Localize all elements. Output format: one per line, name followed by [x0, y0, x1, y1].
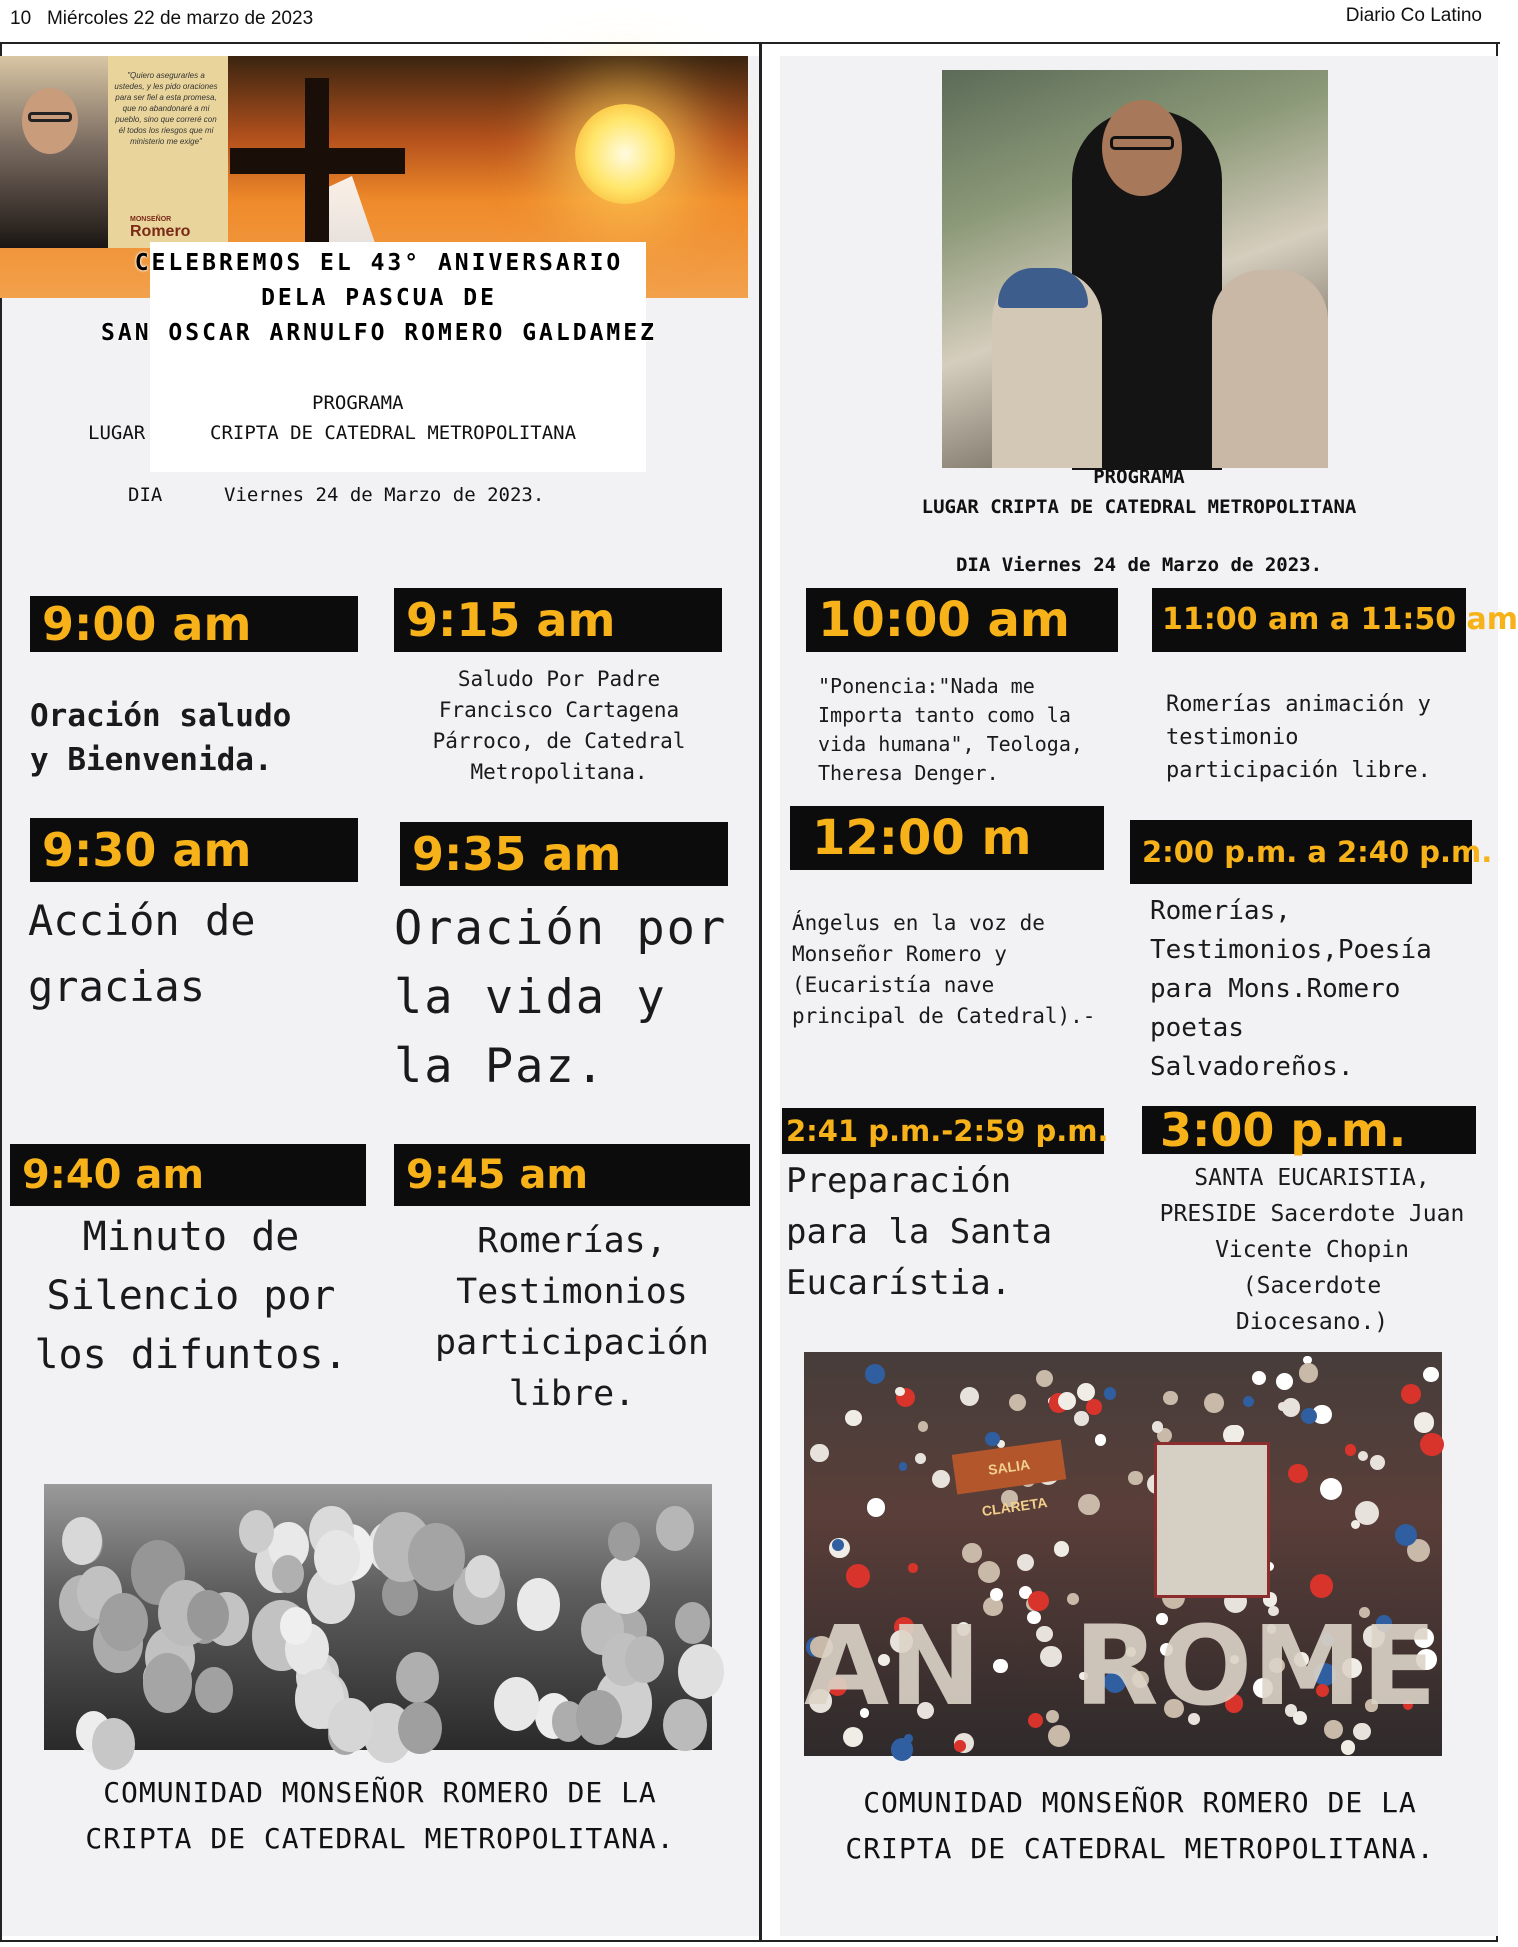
event-desc-line: Vicente Chopin — [1215, 1237, 1409, 1263]
left-caption — [20, 1770, 740, 1862]
crowd-balloon — [1163, 1391, 1177, 1405]
romero-logo — [130, 216, 190, 241]
event-desc-line: la vida y — [394, 970, 667, 1025]
crowd-balloon — [1086, 1399, 1101, 1414]
event-desc-line: gracias — [28, 962, 206, 1011]
crowd-balloon — [1414, 1412, 1434, 1432]
event-desc-line: los difuntos. — [34, 1332, 348, 1378]
event-desc-7 — [818, 672, 1083, 788]
crowd-balloon — [918, 1421, 928, 1431]
event-time-5: 9:40 am — [10, 1144, 366, 1206]
event-desc-line: participación libre. — [1166, 758, 1431, 783]
logo-text: Romero — [130, 223, 191, 240]
event-desc-line: poetas — [1150, 1013, 1244, 1043]
event-desc-line: Salvadoreños. — [1150, 1052, 1354, 1082]
community-photo-bw — [44, 1484, 712, 1750]
photo-girl — [1212, 270, 1328, 468]
event-desc-line: testimonio — [1166, 725, 1299, 750]
event-desc-line: para la Santa — [786, 1212, 1053, 1252]
crowd-face — [314, 1530, 360, 1585]
event-desc-line: Ángelus en la voz de — [792, 911, 1045, 935]
crowd-balloon — [915, 1453, 926, 1464]
crowd-balloon — [1278, 1402, 1287, 1411]
crowd-face — [465, 1555, 501, 1598]
romero-quote-card — [0, 56, 228, 248]
crowd-face — [143, 1653, 193, 1713]
event-time-10: 2:00 p.m. a 2:40 p.m. — [1130, 820, 1472, 884]
crowd-balloon — [1299, 1363, 1319, 1383]
crowd-balloon — [932, 1470, 950, 1488]
crowd-balloon — [1276, 1373, 1293, 1390]
title-line-1: CELEBREMOS EL 43° ANIVERSARIO — [134, 250, 624, 276]
right-dia: DIA Viernes 24 de Marzo de 2023. — [955, 554, 1323, 576]
crowd-balloon — [1320, 1478, 1342, 1500]
crowd-balloon — [985, 1432, 999, 1446]
crowd-balloon — [1341, 1740, 1356, 1755]
crowd-face — [678, 1644, 724, 1700]
crowd-face — [601, 1555, 651, 1615]
right-programa-heading: PROGRAMA — [1093, 466, 1185, 488]
event-desc-line: la Paz. — [394, 1039, 607, 1094]
event-time-1: 9:00 am — [30, 596, 358, 652]
crowd-face — [675, 1602, 710, 1644]
crowd-face — [187, 1590, 229, 1641]
event-desc-line: Francisco Cartagena — [438, 698, 680, 722]
event-desc-line: Saludo Por Padre — [457, 667, 661, 691]
event-time-4: 9:35 am — [400, 822, 728, 886]
romero-with-children-photo — [942, 70, 1328, 468]
event-desc-3 — [28, 888, 256, 1020]
lugar-value: CRIPTA DE CATEDRAL METROPOLITANA — [210, 422, 577, 444]
event-desc-line: Oración por — [394, 901, 728, 956]
event-desc-1 — [30, 694, 291, 782]
lugar-label: LUGAR — [88, 422, 146, 444]
event-desc-line: Oración saludo — [30, 698, 292, 734]
crowd-balloon — [1027, 1611, 1040, 1624]
crowd-balloon — [960, 1387, 979, 1406]
crowd-balloon — [1036, 1370, 1053, 1387]
event-desc-6 — [394, 1216, 750, 1420]
crowd-balloon — [899, 1462, 908, 1471]
crowd-balloon — [1054, 1541, 1069, 1556]
logo-small-text: MONSEÑOR — [130, 216, 172, 223]
crowd-balloon — [1420, 1433, 1444, 1457]
event-desc-line: Theresa Denger. — [818, 761, 999, 785]
crowd-balloon — [1345, 1444, 1357, 1456]
pilgrimage-crowd-photo — [804, 1352, 1442, 1756]
event-desc-line: Eucarístia. — [786, 1263, 1012, 1303]
event-desc-line: vida humana", Teologa, — [818, 732, 1083, 756]
crowd-balloon — [1078, 1494, 1100, 1516]
crowd-balloon — [1048, 1725, 1070, 1747]
crowd-face — [62, 1517, 102, 1565]
event-desc-line: Romerías, — [477, 1221, 667, 1261]
crowd-balloon — [1370, 1455, 1385, 1470]
event-time-7: 10:00 am — [806, 588, 1118, 652]
event-desc-line: (Sacerdote — [1242, 1273, 1382, 1299]
portrait-glasses — [28, 112, 72, 122]
crowd-balloon — [978, 1561, 1000, 1583]
crowd-balloon — [1243, 1396, 1254, 1407]
page-header — [0, 0, 1500, 44]
crowd-balloon — [1095, 1434, 1106, 1445]
event-desc-line: Romerías animación y — [1166, 692, 1431, 717]
event-desc-8 — [1166, 688, 1431, 787]
crowd-balloon — [1252, 1371, 1267, 1386]
romero-portrait-image — [0, 56, 108, 248]
crowd-balloon — [1355, 1501, 1379, 1525]
event-desc-12 — [1140, 1160, 1484, 1340]
crowd-face — [576, 1690, 622, 1745]
caption-line: COMUNIDAD MONSEÑOR ROMERO DE LA — [863, 1786, 1417, 1819]
romero-quote: "Quiero asegurarles a ustedes, y les pido oraciones para ser fiel a esta promesa, que no abandonaré a mi pueblo, sino que correré con él todos los riesgos que mi ministerio me exige" — [114, 71, 218, 146]
crowd-sign-rome: ROME — [1074, 1602, 1437, 1730]
right-caption — [782, 1780, 1498, 1872]
event-desc-line: Testimonios — [456, 1272, 688, 1312]
crowd-balloon — [895, 1387, 904, 1396]
crowd-face — [656, 1506, 694, 1552]
event-desc-line: para Mons.Romero — [1150, 974, 1401, 1004]
crowd-balloon — [1074, 1411, 1088, 1425]
event-desc-line: Romerías, — [1150, 896, 1291, 926]
cross-bar — [230, 148, 405, 174]
event-time-3: 9:30 am — [30, 818, 358, 882]
crowd-balloon — [865, 1364, 885, 1384]
crowd-face — [608, 1522, 640, 1561]
crowd-balloon — [1046, 1710, 1059, 1723]
crowd-balloon — [990, 1588, 1003, 1601]
crowd-balloon — [908, 1563, 918, 1573]
event-desc-line: Metropolitana. — [470, 760, 648, 784]
programa-heading: PROGRAMA — [312, 392, 404, 414]
title-line-3: SAN OSCAR ARNULFO ROMERO GALDAMEZ — [101, 320, 657, 346]
photo-priest-glasses — [1110, 136, 1174, 150]
event-desc-2 — [394, 664, 724, 788]
crowd-face — [517, 1578, 561, 1630]
event-desc-line: PRESIDE Sacerdote Juan — [1159, 1201, 1465, 1227]
crowd-balloon — [1288, 1464, 1307, 1483]
event-desc-line: participación — [435, 1323, 709, 1363]
event-time-6: 9:45 am — [394, 1144, 750, 1206]
event-desc-9 — [792, 908, 1095, 1032]
crowd-face — [280, 1607, 312, 1645]
crowd-balloon — [1058, 1392, 1077, 1411]
title-line-2: DELA PASCUA DE — [261, 285, 497, 311]
caption-line: COMUNIDAD MONSEÑOR ROMERO DE LA — [103, 1776, 657, 1809]
event-desc-line: Acción de — [28, 896, 256, 945]
crowd-balloon — [904, 1734, 913, 1743]
crowd-balloon — [1040, 1646, 1062, 1668]
event-desc-11 — [786, 1156, 1052, 1309]
caption-line: CRIPTA DE CATEDRAL METROPOLITANA. — [85, 1822, 675, 1855]
crowd-balloon — [1128, 1471, 1142, 1485]
crowd-face — [396, 1652, 439, 1703]
crowd-balloon — [1310, 1574, 1334, 1598]
crowd-balloon — [954, 1740, 966, 1752]
crowd-balloon — [845, 1410, 862, 1427]
publication-date: Miércoles 22 de marzo de 2023 — [46, 8, 314, 29]
event-time-9: 12:00 m — [790, 806, 1104, 870]
crowd-balloon — [846, 1564, 870, 1588]
column-divider — [759, 42, 762, 1942]
crowd-face — [92, 1718, 135, 1770]
romero-poster — [1154, 1442, 1270, 1598]
crowd-balloon — [1423, 1367, 1438, 1382]
crowd-face — [663, 1699, 707, 1752]
crowd-balloon — [1104, 1387, 1117, 1400]
crowd-face — [99, 1593, 148, 1651]
crowd-balloon — [1401, 1384, 1421, 1404]
crowd-balloon — [1028, 1591, 1049, 1612]
event-desc-line: libre. — [508, 1374, 636, 1414]
crowd-balloon — [843, 1727, 863, 1747]
event-desc-line: Párroco, de Catedral — [432, 729, 686, 753]
event-desc-line: Monseñor Romero y — [792, 942, 1007, 966]
event-time-8: 11:00 am a 11:50 am — [1152, 588, 1466, 652]
crowd-sign-an: AN — [804, 1602, 982, 1730]
event-desc-line: principal de Catedral).- — [792, 1004, 1096, 1028]
crowd-balloon — [1152, 1421, 1163, 1432]
crowd-face — [625, 1636, 664, 1683]
event-desc-4 — [394, 894, 727, 1101]
newspaper-name: Diario Co Latino — [1345, 5, 1482, 26]
event-desc-line: (Eucaristía nave — [792, 973, 995, 997]
dia-label: DIA — [128, 484, 163, 506]
event-desc-line: Preparación — [786, 1161, 1012, 1201]
crowd-balloon — [1028, 1713, 1043, 1728]
crowd-balloon — [810, 1444, 829, 1463]
sun-image — [575, 104, 675, 204]
crowd-face — [494, 1677, 539, 1731]
event-time-11: 2:41 p.m.-2:59 p.m. — [782, 1108, 1104, 1154]
crowd-balloon — [993, 1659, 1008, 1674]
event-desc-line: Diocesano.) — [1235, 1309, 1389, 1335]
crowd-banner-salia-clareta: SALIA CLARETA — [952, 1440, 1066, 1495]
dia-value: Viernes 24 de Marzo de 2023. — [224, 484, 545, 506]
event-desc-line: Importa tanto como la — [818, 703, 1071, 727]
event-time-2: 9:15 am — [394, 588, 722, 652]
crowd-balloon — [1009, 1394, 1026, 1411]
crowd-balloon — [962, 1543, 982, 1563]
event-desc-5 — [18, 1208, 364, 1385]
crowd-face — [239, 1510, 275, 1553]
event-desc-line: Testimonios,Poesía — [1150, 935, 1432, 965]
crowd-face — [408, 1523, 465, 1591]
crowd-face — [272, 1555, 304, 1593]
crowd-face — [195, 1667, 233, 1713]
event-desc-line: SANTA EUCARISTIA, — [1194, 1165, 1430, 1191]
event-desc-line: Silencio por — [46, 1273, 336, 1319]
crowd-balloon — [867, 1498, 885, 1516]
crowd-balloon — [1358, 1451, 1368, 1461]
crowd-balloon — [1017, 1554, 1034, 1571]
page-number-date — [10, 8, 313, 30]
crowd-balloon — [1204, 1393, 1224, 1413]
event-desc-10 — [1150, 892, 1432, 1087]
crowd-balloon — [1036, 1626, 1053, 1643]
event-desc-line: y Bienvenida. — [30, 742, 273, 778]
event-time-12: 3:00 p.m. — [1142, 1106, 1476, 1154]
event-desc-line: "Ponencia:"Nada me — [818, 674, 1035, 698]
page-number: 10 — [10, 8, 32, 29]
crowd-face — [398, 1702, 442, 1754]
caption-line: CRIPTA DE CATEDRAL METROPOLITANA. — [845, 1832, 1435, 1865]
event-desc-line: Minuto de — [82, 1214, 300, 1260]
right-lugar: LUGAR CRIPTA DE CATEDRAL METROPOLITANA — [921, 496, 1357, 518]
